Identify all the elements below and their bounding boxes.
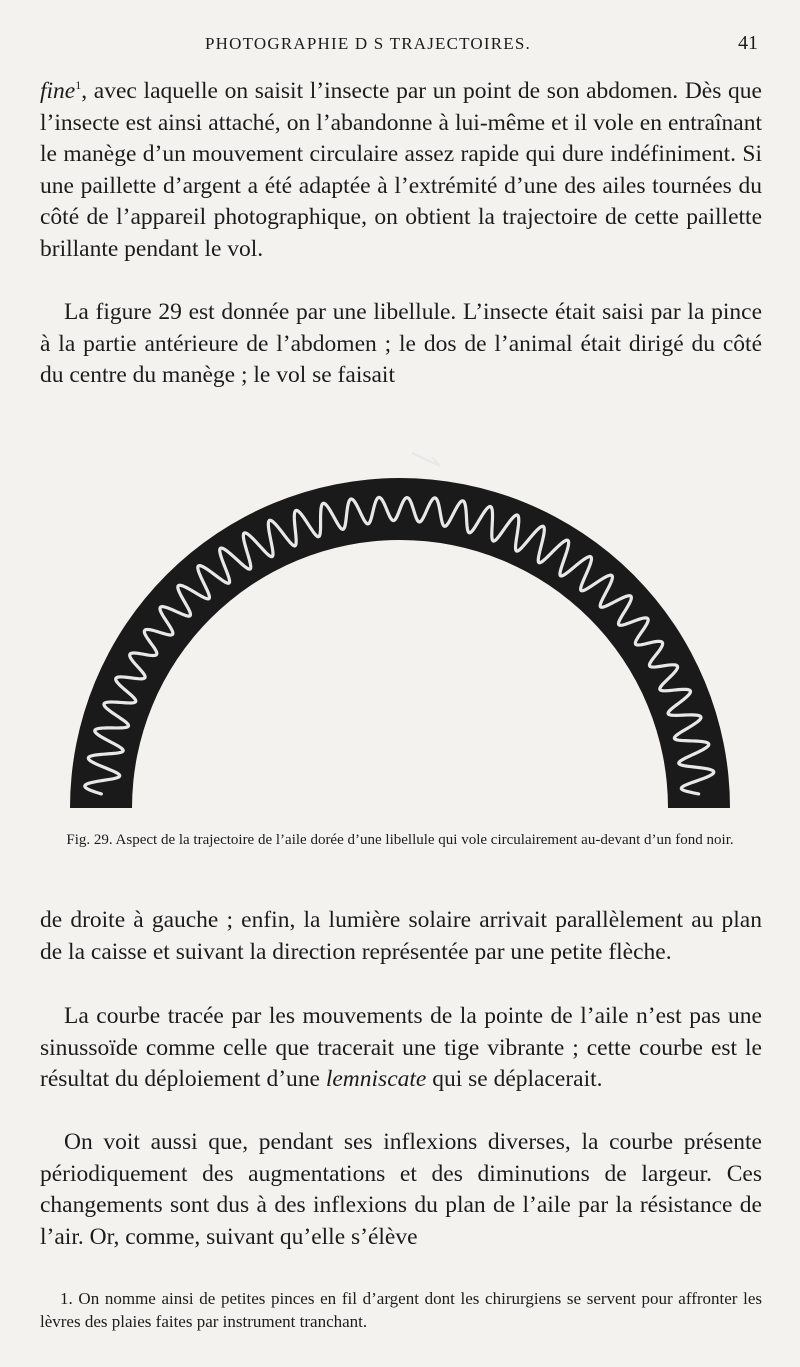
light-direction-arrow [412,453,440,466]
paragraph-5-text: On voit aussi que, pendant ses inflexions diverses, la courbe présente périodiquement des augmentations et des diminutions de largeur. Ces changements sont dus à des inflexions du plan de l’aile par la résistance de l’air. Or, comme, suivant qu’elle s’élève [40,1129,762,1250]
paragraph-5 [40,1127,762,1253]
running-head: PHOTOGRAPHIE D S TRAJECTOIRES. [205,34,531,53]
footnote-text: 1. On nomme ainsi de petites pinces en fil d’argent dont les chirurgiens se servent pour affronter les lèvres des plaies faites par instrument tranchant. [40,1289,762,1331]
paragraph-4-text-before: La courbe tracée par les mouvements de la pointe de l’aile n’est pas une sinussoïde comme celle que tracerait une tige vibrante ; cette courbe est le résultat du déploiement d’une [40,1003,762,1092]
paragraph-1-text: , avec laquelle on saisit l’insecte par un point de son abdomen. Dès que l’insecte est ainsi attaché, on l’abandonne à lui-même et il vole en entraînant le manège d’un mouvement circulaire assez rapide qui dure indéfiniment. Si une paillette d’argent a été adaptée à l’extrémité d’une des ailes tournées du côté de l’appareil photographique, on obtient la trajectoire de cette paillette brillante pendant le vol. [40,78,762,262]
paragraph-3 [40,905,762,968]
paragraph-2 [40,297,762,392]
page-number: 41 [738,32,758,54]
paragraph-4 [40,1001,762,1096]
paragraph-4-italic-term: lemniscate [325,1066,427,1092]
paragraph-2-text: La figure 29 est donnée par une libellule. L’insecte était saisi par la pince à la partie antérieure de l’abdomen ; le dos de l’animal était dirigé du côté du centre du manège ; le vol se faisait [40,299,762,388]
figure-29 [60,430,740,820]
paragraph-1 [40,76,762,265]
paragraph-4-text-after: qui se déplacerait. [426,1066,603,1092]
figure-caption: Fig. 29. Aspect de la trajectoire de l’aile dorée d’une libellule qui vole circulairement au-devant d’un fond noir. [66,832,734,848]
paragraph-3-text: de droite à gauche ; enfin, la lumière solaire arrivait parallèlement au plan de la caisse et suivant la direction représentée par une petite flèche. [40,907,762,965]
trajectory-figure [60,430,740,820]
dark-semicircular-background [70,478,730,808]
footnote-reference: 1 [75,78,82,93]
footnote [40,1287,762,1333]
start-word: fine [40,78,76,104]
